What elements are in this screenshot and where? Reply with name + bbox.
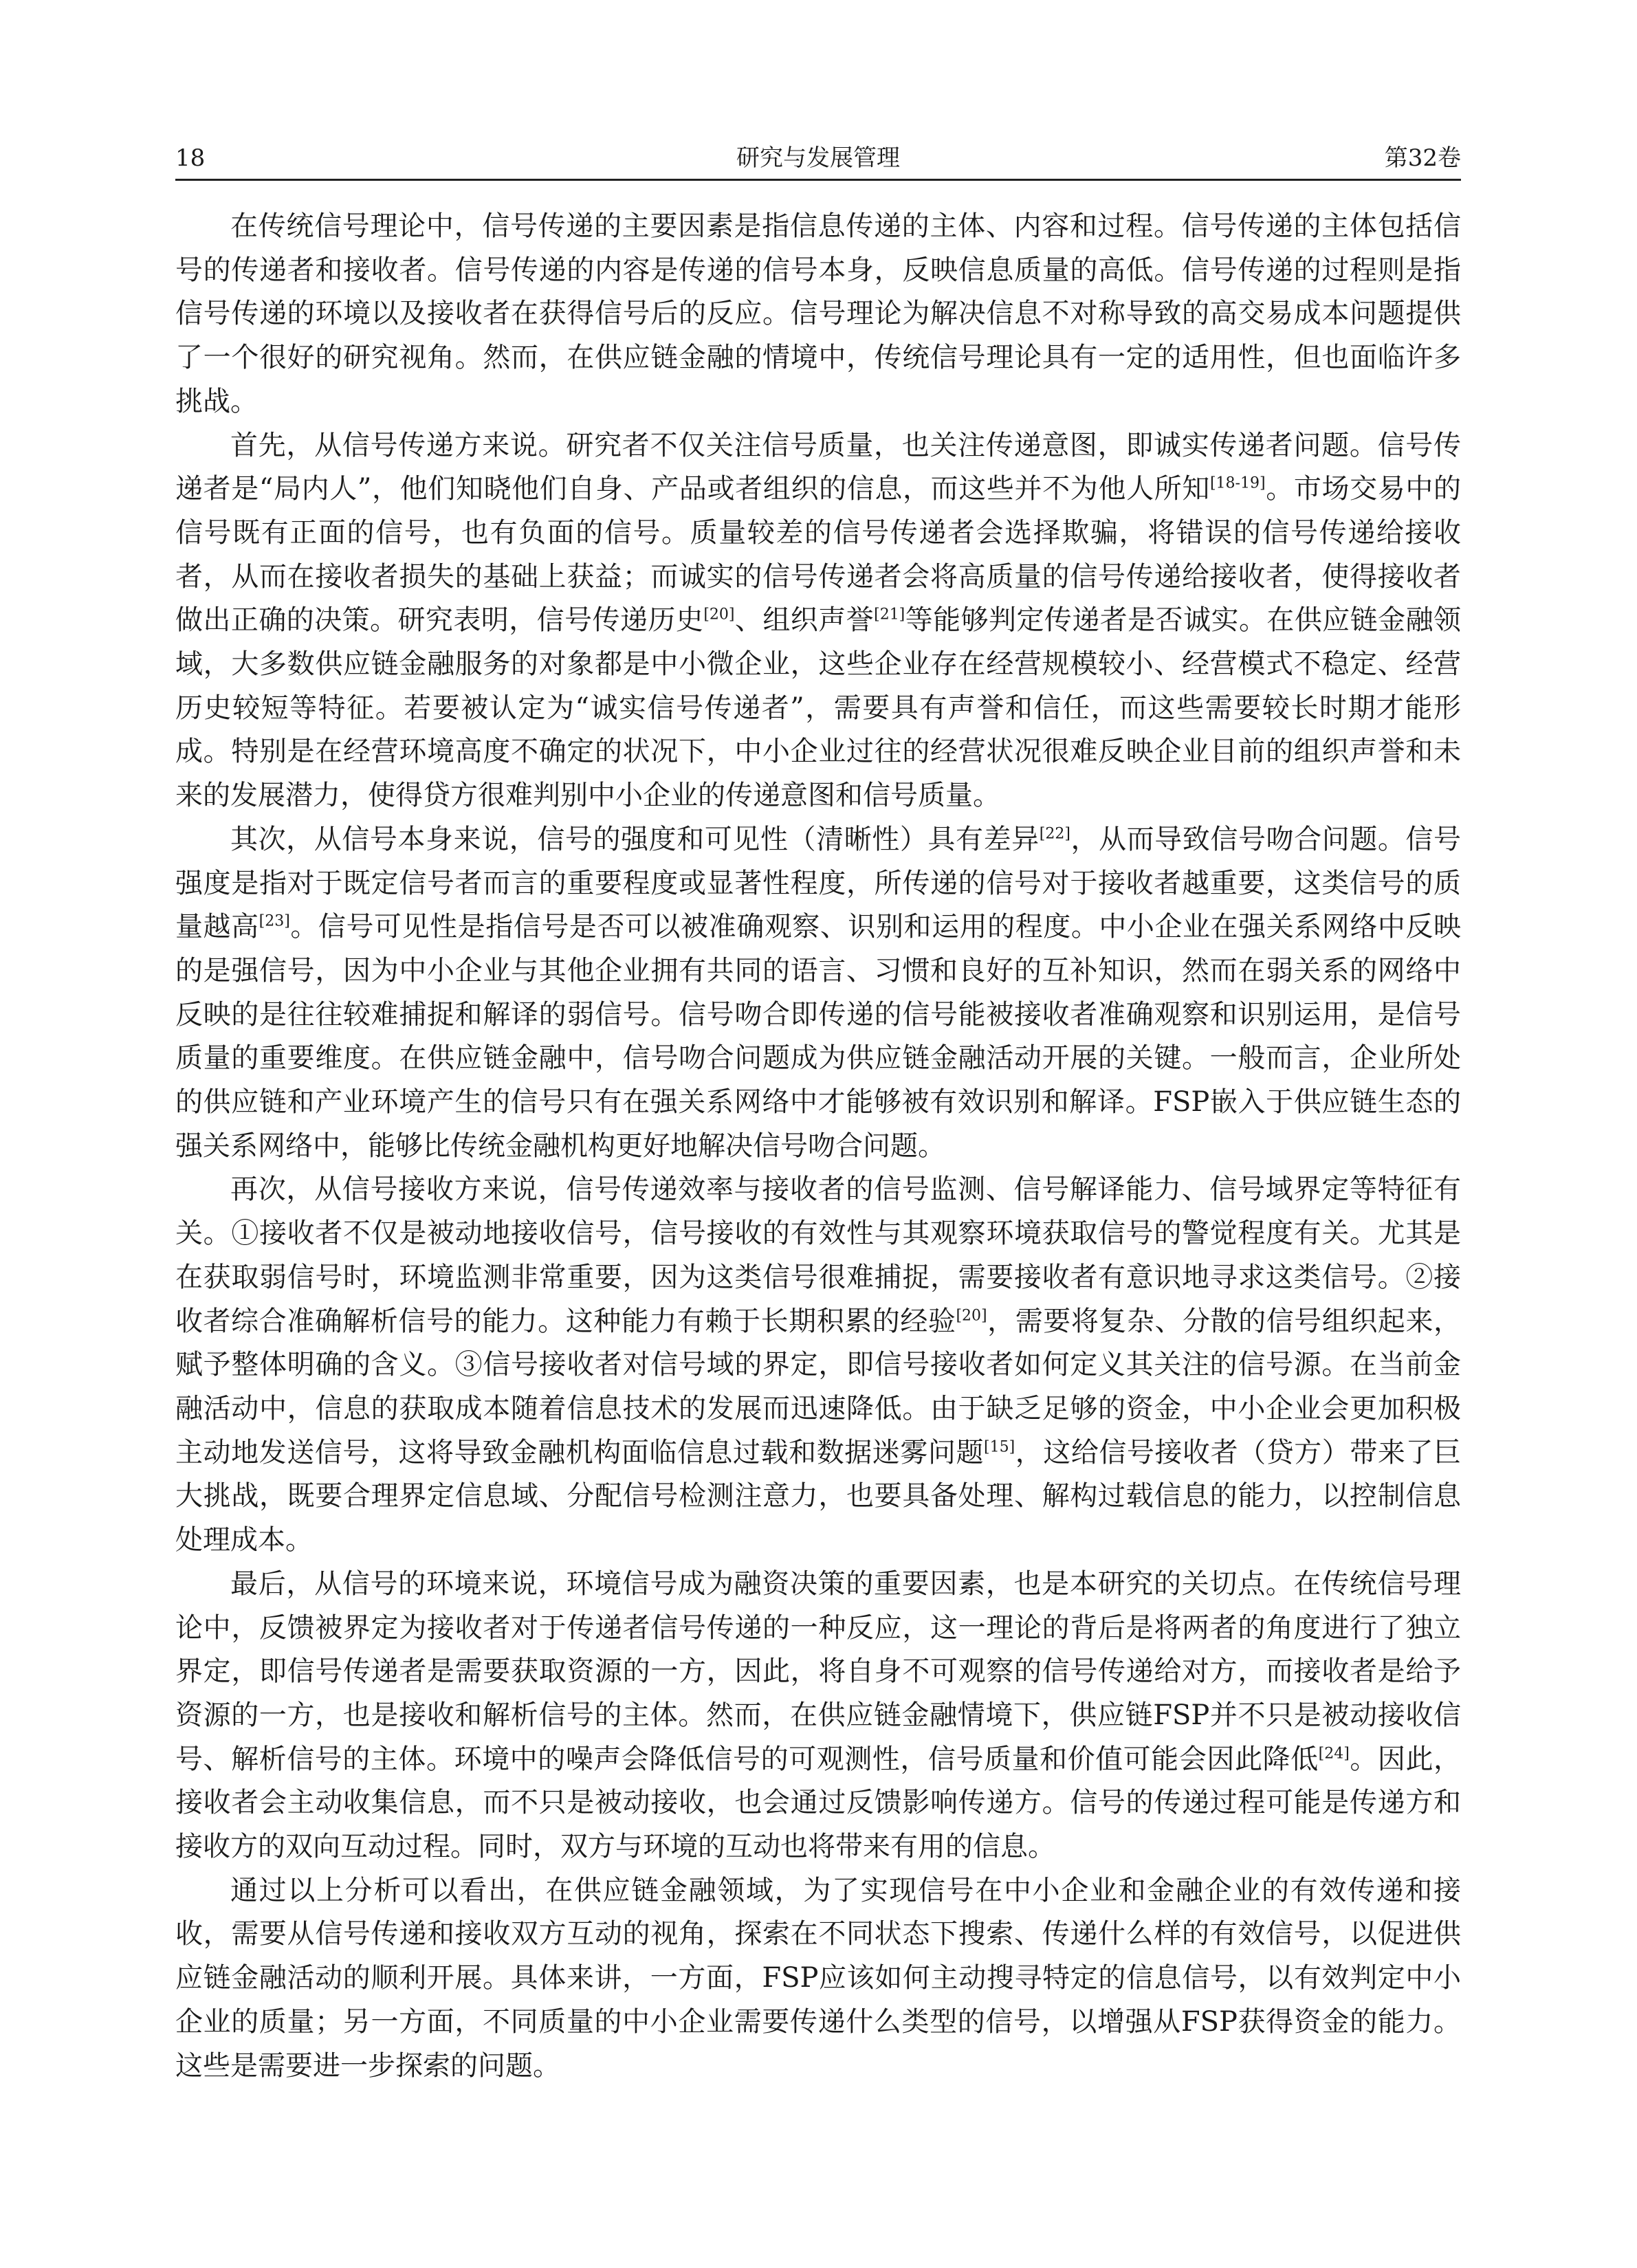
journal-title: 研究与发展管理 (736, 144, 900, 172)
paragraph-text: 等能够判定传递者是否诚实。在供应链金融领域，大多数供应链金融服务的对象都是中小微企业，这些企业存在经营规模较小、经营模式不稳定、经营历史较短等特征。若要被认定为“诚实信号传递者”，需要具有声誉和信任，而这些需要较长时期才能形成。特别是在经营环境高度不确定的状况下，中小企业过往的经营状况很难反映企业目前的组织声誉和未来的发展潜力，使得贷方很难判别中小企业的传递意图和信号质量。 (175, 604, 1462, 812)
paragraph-text: ，从而导致信号吻合问题。信号强度是指对于既定信号者而言的重要程度或显著性程度，所传递的信号对于接收者越重要，这类信号的质量越高 (175, 823, 1462, 943)
paragraph-text: ，需要将复杂、分散的信号组织起来，赋予整体明确的含义。③信号接收者对信号域的界定，即信号接收者如何定义其关注的信号源。在当前金融活动中，信息的获取成本随着信息技术的发展而迅速降低。由于缺乏足够的资金，中小企业会更加积极主动地发送信号，这将导致金融机构面临信息过载和数据迷雾问题 (175, 1305, 1462, 1468)
paragraph (175, 424, 1461, 818)
paragraph (175, 1168, 1461, 1562)
citation-ref: [15] (984, 1438, 1015, 1456)
paragraph (175, 818, 1461, 1169)
paragraph-text: 。市场交易中的信号既有正面的信号，也有负面的信号。质量较差的信号传递者会选择欺骗，将错误的信号传递给接收者，从而在接收者损失的基础上获益；而诚实的信号传递者会将高质量的信号传递给接收者，使得接收者做出正确的决策。研究表明，信号传递历史 (175, 473, 1461, 637)
citation-ref: [22] (1039, 825, 1070, 843)
page-number: 18 (175, 144, 206, 172)
paragraph-text: 最后，从信号的环境来说，环境信号成为融资决策的重要因素，也是本研究的关切点。在传统信号理论中，反馈被界定为接收者对于传递者信号传递的一种反应，这一理论的背后是将两者的角度进行了独立界定，即信号传递者是需要获取资源的一方，因此，将自身不可观察的信号传递给对方，而接收者是给予资源的一方，也是接收和解析信号的主体。然而，在供应链金融情境下，供应链FSP并不只是被动接收信号、解析信号的主体。环境中的噪声会降低信号的可观测性，信号质量和价值可能会因此降低 (175, 1567, 1461, 1775)
paragraph-text: 、组织声誉 (734, 604, 875, 637)
paragraph-text: 通过以上分析可以看出，在供应链金融领域，为了实现信号在中小企业和金融企业的有效传递和接收，需要从信号传递和接收双方互动的视角，探索在不同状态下搜索、传递什么样的有效信号，以促进供应链金融活动的顺利开展。具体来讲，一方面，FSP应该如何主动搜寻特定的信息信号，以有效判定中小企业的质量；另一方面，不同质量的中小企业需要传递什么类型的信号，以增强从FSP获得资金的能力。这些是需要进一步探索的问题。 (175, 1874, 1461, 2082)
paragraph (175, 1563, 1461, 1869)
paragraph (175, 205, 1461, 424)
running-header (175, 137, 1461, 181)
citation-ref: [20] (703, 606, 735, 624)
citation-ref: [21] (874, 606, 905, 624)
paragraph-text: 。因此，接收者会主动收集信息，而不只是被动接收，也会通过反馈影响传递方。信号的传递过程可能是传递方和接收方的双向互动过程。同时，双方与环境的互动也将带来有用的信息。 (175, 1743, 1462, 1863)
citation-ref: [18-19] (1209, 474, 1266, 492)
body-text (175, 205, 1461, 2088)
paragraph-text: 首先，从信号传递方来说。研究者不仅关注信号质量，也关注传递意图，即诚实传递者问题。信号传递者是“局内人”，他们知晓他们自身、产品或者组织的信息，而这些并不为他人所知 (175, 429, 1461, 505)
citation-ref: [24] (1318, 1745, 1350, 1763)
volume-label: 第32卷 (1384, 144, 1461, 172)
citation-ref: [23] (259, 912, 290, 930)
paragraph-text: 。信号可见性是指信号是否可以被准确观察、识别和运用的程度。中小企业在强关系网络中反映的是强信号，因为中小企业与其他企业拥有共同的语言、习惯和良好的互补知识，然而在弱关系的网络中反映的是往往较难捕捉和解译的弱信号。信号吻合即传递的信号能被接收者准确观察和识别运用，是信号质量的重要维度。在供应链金融中，信号吻合问题成为供应链金融活动开展的关键。一般而言，企业所处的供应链和产业环境产生的信号只有在强关系网络中才能够被有效识别和解译。FSP嵌入于供应链生态的强关系网络中，能够比传统金融机构更好地解决信号吻合问题。 (175, 911, 1461, 1162)
paragraph-text: 在传统信号理论中，信号传递的主要因素是指信息传递的主体、内容和过程。信号传递的主体包括信号的传递者和接收者。信号传递的内容是传递的信号本身，反映信息质量的高低。信号传递的过程则是指信号传递的环境以及接收者在获得信号后的反应。信号理论为解决信息不对称导致的高交易成本问题提供了一个很好的研究视角。然而，在供应链金融的情境中，传统信号理论具有一定的适用性，但也面临许多挑战。 (175, 210, 1461, 417)
paragraph (175, 1869, 1461, 2089)
paragraph-text: ，这给信号接收者（贷方）带来了巨大挑战，既要合理界定信息域、分配信号检测注意力，也要具备处理、解构过载信息的能力，以控制信息处理成本。 (175, 1436, 1461, 1556)
paragraph-text: 再次，从信号接收方来说，信号传递效率与接收者的信号监测、信号解译能力、信号域界定等特征有关。①接收者不仅是被动地接收信号，信号接收的有效性与其观察环境获取信号的警觉程度有关。尤其是在获取弱信号时，环境监测非常重要，因为这类信号很难捕捉，需要接收者有意识地寻求这类信号。②接收者综合准确解析信号的能力。这种能力有赖于长期积累的经验 (175, 1174, 1461, 1337)
citation-ref: [20] (956, 1307, 987, 1325)
paragraph-text: 其次，从信号本身来说，信号的强度和可见性（清晰性）具有差异 (230, 823, 1040, 855)
